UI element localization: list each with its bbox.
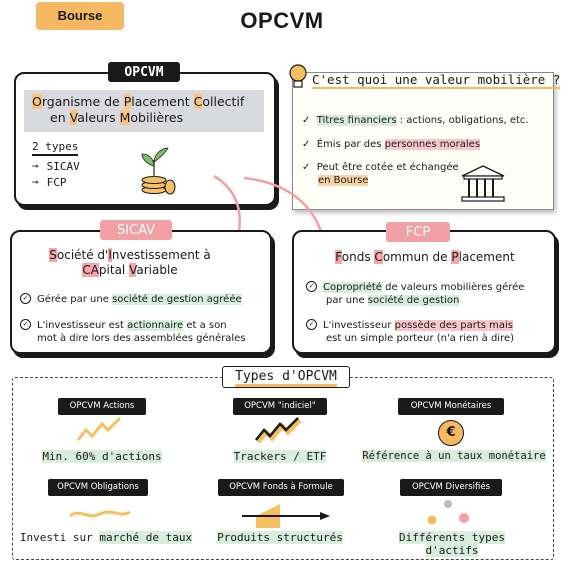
fcp-item-1: ✓ Copropriété de valeurs mobilières gérée par une société de gestion xyxy=(306,281,524,307)
index-chart-icon xyxy=(254,416,306,446)
type-label-formule: OPCVM Fonds à Formule xyxy=(218,479,344,496)
type-desc-obligations: Investi sur marché de taux xyxy=(19,531,193,544)
rate-wave-icon xyxy=(68,506,132,522)
structured-product-icon xyxy=(240,502,332,530)
sicav-item-2: ✓ L'investisseur est actionnaire et a son mot à dire lors des assemblées générales xyxy=(20,319,246,345)
check-icon: ✓ xyxy=(302,139,311,150)
type-label-indiciel: OPCVM "indiciel" xyxy=(233,398,327,415)
euro-coin-icon: € xyxy=(438,420,464,446)
note-item-1: ✓ Titres financiers : actions, obligations, etc. xyxy=(302,115,529,126)
type-label-diversifies: OPCVM Diversifiés xyxy=(400,479,502,496)
type-desc-monetaires: Référence à un taux monétaire xyxy=(362,450,546,462)
sicav-label: SICAV xyxy=(100,220,172,240)
sicav-definition: Société d'Investissement à CApital Variable xyxy=(49,248,211,277)
lightbulb-icon xyxy=(286,62,312,92)
types-count-title: 2 types xyxy=(32,140,78,156)
check-circle-icon: ✓ xyxy=(20,293,31,304)
opcvm-definition: Organisme de Placement Collectif en Valeurs Mobilières xyxy=(24,90,264,132)
check-circle-icon: ✓ xyxy=(20,319,31,330)
fcp-definition: Fonds Commun de Placement xyxy=(335,250,515,264)
check-icon: ✓ xyxy=(302,162,311,173)
type-desc-indiciel: Trackers / ETF xyxy=(233,450,327,463)
type-label-monetaires: OPCVM Monétaires xyxy=(398,398,504,415)
plant-coins-icon xyxy=(132,144,184,196)
opcvm-label: OPCVM xyxy=(108,62,180,82)
check-icon: ✓ xyxy=(302,115,311,126)
type-label-obligations: OPCVM Obligations xyxy=(48,479,148,496)
types-section-title: Types d'OPCVM xyxy=(222,366,350,388)
check-circle-icon: ✓ xyxy=(306,281,317,292)
stock-exchange-building-icon xyxy=(458,164,508,204)
page-title: OPCVM xyxy=(240,8,324,33)
type-sicav: ➞ SICAV xyxy=(32,160,80,173)
fcp-label: FCP xyxy=(386,222,450,242)
note-item-2: ✓ Émis par des personnes morales xyxy=(302,139,481,150)
type-label-actions: OPCVM Actions xyxy=(58,398,146,415)
diversified-dots-icon xyxy=(420,498,480,528)
rising-chart-icon xyxy=(76,416,126,444)
note-item-3: ✓ Peut être cotée et échangée en Bourse xyxy=(302,162,459,186)
sicav-item-1: ✓ Gérée par une société de gestion agréée xyxy=(20,293,242,306)
note-title: C'est quoi une valeur mobilière ? xyxy=(312,72,561,87)
fcp-item-2: ✓ L'investisseur possède des parts mais est un simple porteur (n'a rien à dire) xyxy=(306,319,514,345)
type-desc-actions: Min. 60% d'actions xyxy=(42,450,162,463)
bourse-tag: Bourse xyxy=(36,2,124,30)
check-circle-icon: ✓ xyxy=(306,319,317,330)
type-desc-diversifies: Différents types d'actifs xyxy=(399,531,505,557)
type-desc-formule: Produits structurés xyxy=(217,531,343,544)
type-fcp: ➞ FCP xyxy=(32,176,67,189)
